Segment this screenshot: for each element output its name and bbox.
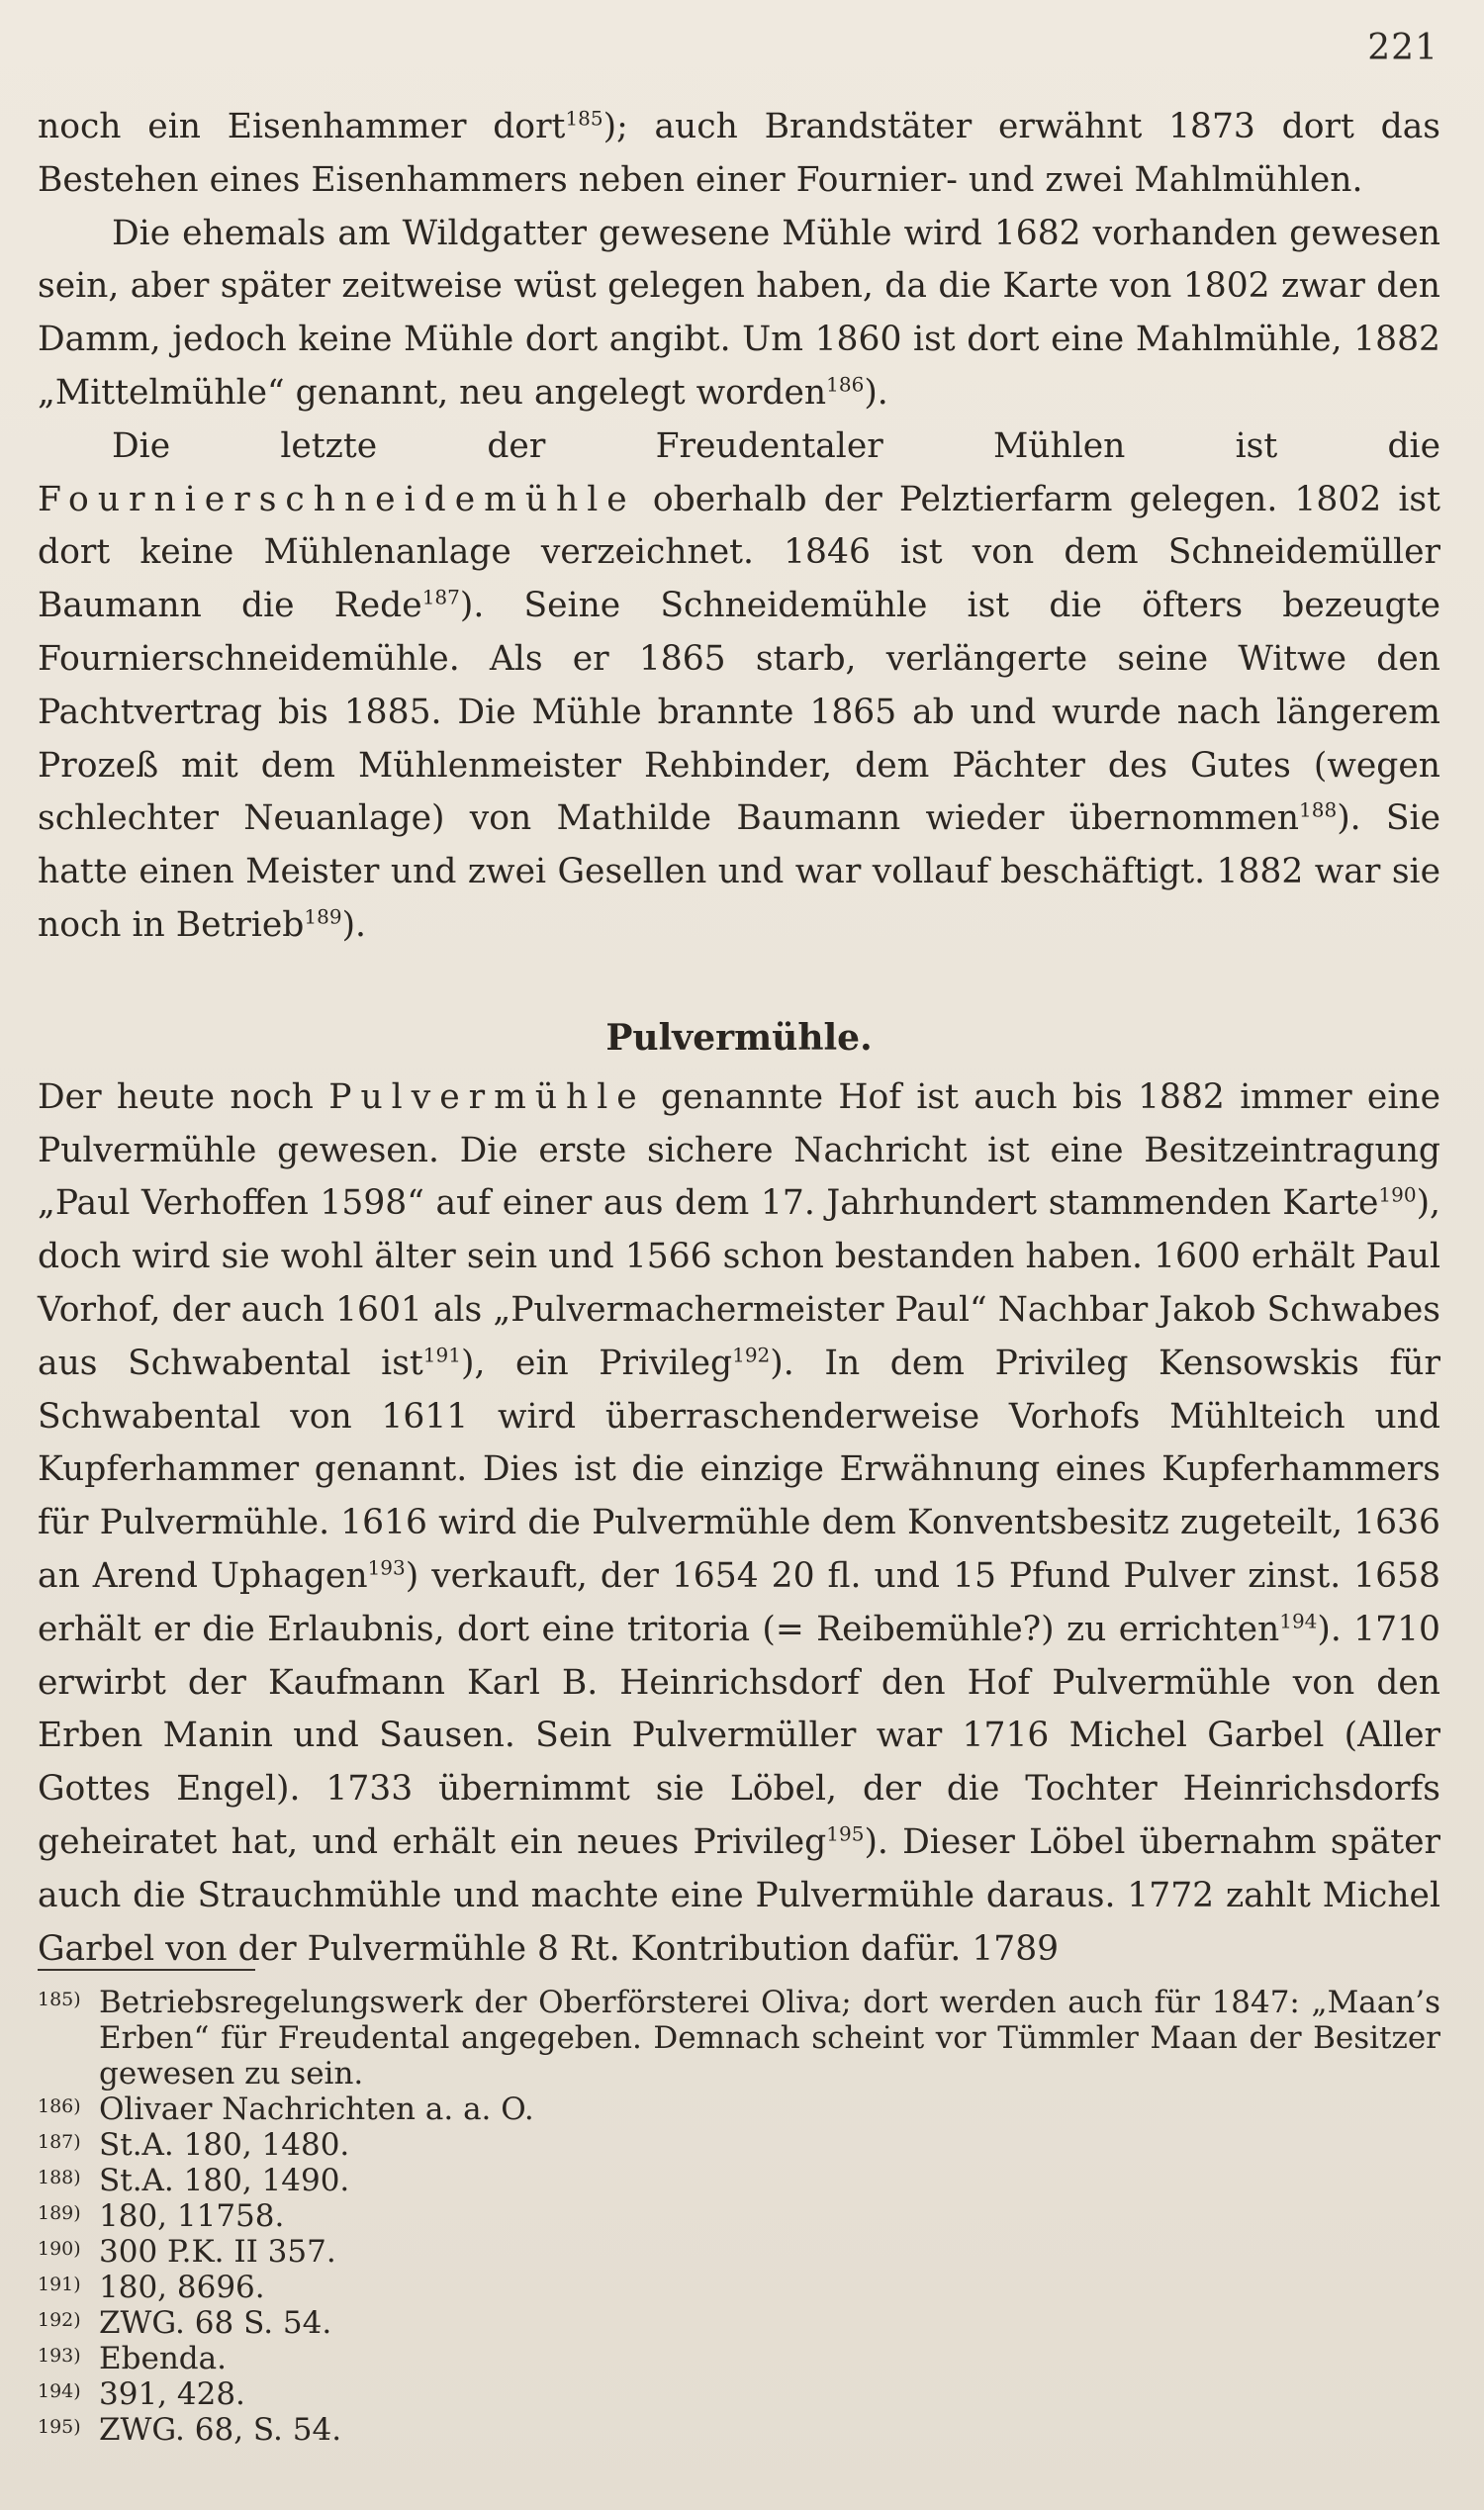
page-number: 221: [1367, 28, 1438, 68]
text-run: genannte Hof ist auch bis 1882 immer eine Pulvermühle gewesen. Die erste sichere Nachricht ist eine Besitzeintragung „Paul Verhoffen 1598“ auf einer aus dem 17. Jahrhundert stammenden Karte: [38, 1076, 1440, 1224]
section-paragraph: [38, 1071, 1440, 1977]
footnote-text: ZWG. 68 S. 54.: [99, 2305, 332, 2341]
text-run: ).: [864, 372, 888, 413]
text-run: ), doch wird sie wohl älter sein und 1566 schon bestanden haben. 1600 erhält Paul Vorhof, der auch 1601 als „Pulvermachermeister Paul“ Nachbar Jakob Schwabes aus Schwabental ist: [38, 1183, 1440, 1383]
footnote-ref: 190: [1378, 1182, 1417, 1207]
footnote-ref: 193: [367, 1555, 406, 1580]
footnote: [38, 2127, 1440, 2163]
text-run: Die letzte der Freudentaler Mühlen ist die: [112, 425, 1440, 466]
text-run: Die ehemals am Wildgatter gewesene Mühle wird 1682 vorhanden gewesen sein, aber später zeitweise wüst gelegen haben, da die Karte von 1802 zwar den Damm, jedoch keine Mühle dort angibt. Um 1860 ist dort eine Mahlmühle, 1882 „Mittelmühle“ genannt, neu angelegt worden: [38, 213, 1440, 413]
footnote-ref: 187: [421, 585, 460, 609]
footnote: [38, 1985, 1440, 2092]
footnote: [38, 2376, 1440, 2412]
footnote-number: 194): [38, 2380, 81, 2402]
paragraph: [38, 420, 1440, 953]
footnote-number: 185): [38, 1989, 81, 2010]
footnote-text: 180, 8696.: [99, 2270, 265, 2305]
footnote-text: Olivaer Nachrichten a. a. O.: [99, 2092, 534, 2127]
footnote-text: Betriebsregelungswerk der Oberförsterei Oliva; dort werden auch für 1847: „Maan’s Erben“ für Freudental angegeben. Demnach scheint vor Tümmler Maan der Besitzer gewesen zu sein.: [99, 1985, 1440, 2092]
section-heading: Pulvermühle.: [605, 1016, 873, 1059]
footnote-number: 188): [38, 2167, 81, 2188]
footnote: [38, 2270, 1440, 2305]
footnote-ref: 195: [826, 1821, 865, 1846]
footnote-text: St.A. 180, 1490.: [99, 2163, 350, 2198]
footnote: [38, 2163, 1440, 2198]
text-run: ).: [341, 904, 367, 945]
footnote: [38, 2305, 1440, 2341]
footnote-ref: 189: [304, 904, 342, 929]
text-run: Der heute noch: [38, 1076, 329, 1117]
footnote-number: 191): [38, 2274, 81, 2295]
main-text: [38, 101, 1440, 1976]
footnote-number: 192): [38, 2309, 81, 2331]
paragraph: [38, 208, 1440, 420]
footnote-divider: [38, 1969, 255, 1971]
footnote-text: ZWG. 68, S. 54.: [99, 2412, 342, 2448]
footnote-text: 180, 11758.: [99, 2198, 285, 2234]
footnote-ref: 194: [1279, 1609, 1318, 1633]
footnote-ref: 185: [565, 106, 603, 131]
text-run: ). In dem Privileg Kensowskis für Schwabental von 1611 wird überraschenderweise Vorhofs Mühlteich und Kupferhammer genannt. Dies ist die einzige Erwähnung eines Kupferhammers für Pulvermühle. 1616 wird die Pulvermühle dem Konventsbesitz zugeteilt, 1636 an Arend Uphagen: [38, 1343, 1440, 1596]
footnote-ref: 192: [732, 1343, 771, 1367]
footnote-ref: 188: [1299, 797, 1338, 822]
footnote-ref: 191: [422, 1343, 461, 1367]
footnote-text: 391, 428.: [99, 2376, 245, 2412]
footnote-text: 300 P.K. II 357.: [99, 2234, 336, 2270]
footnote-text: Ebenda.: [99, 2341, 227, 2376]
emphasized-term: Fournierschneidemühle: [38, 479, 636, 519]
footnote-number: 186): [38, 2095, 81, 2117]
footnote-text: St.A. 180, 1480.: [99, 2127, 350, 2163]
text-run: oberhalb der Pelztierfarm gelegen. 1802 ist dort keine Mühlenanlage verzeichnet. 1846 ist von dem Schneidemüller Baumann die Rede: [38, 479, 1440, 626]
footnote-number: 193): [38, 2345, 81, 2367]
footnote-number: 187): [38, 2131, 81, 2153]
text-run: ). Sie hatte einen Meister und zwei Gesellen und war vollauf beschäftigt. 1882 war sie noch in Betrieb: [38, 798, 1440, 945]
text-run: ) verkauft, der 1654 20 fl. und 15 Pfund Pulver zinst. 1658 erhält er die Erlaubnis, dort eine tritoria (= Reibemühle?) zu errichten: [38, 1555, 1440, 1649]
text-run: ). Seine Schneidemühle ist die öfters bezeugte Fournierschneidemühle. Als er 1865 starb, verlängerte seine Witwe den Pachtvertrag bis 1885. Die Mühle brannte 1865 ab und wurde nach längerem Prozeß mit dem Mühlenmeister Rehbinder, dem Pächter des Gutes (wegen schlechter Neuanlage) von Mathilde Baumann wieder übernommen: [38, 586, 1440, 839]
text-run: noch ein Eisenhammer dort: [38, 107, 566, 146]
text-run: ). 1710 erwirbt der Kaufmann Karl B. Heinrichsdorf den Hof Pulvermühle von den Erben Manin und Sausen. Sein Pulvermüller war 1716 Michel Garbel (Aller Gottes Engel). 1733 übernimmt sie Löbel, der die Tochter Heinrichsdorfs geheiratet hat, und erhält ein neues Privileg: [38, 1609, 1440, 1862]
footnote-ref: 186: [826, 372, 865, 397]
emphasized-term: Pulvermühle: [328, 1076, 646, 1117]
footnote: [38, 2412, 1440, 2448]
text-run: ); auch Brandstäter erwähnt 1873 dort das Bestehen eines Eisenhammers neben einer Fournier- und zwei Mahlmühlen.: [38, 107, 1440, 200]
footnote: [38, 2092, 1440, 2127]
footnote: [38, 2234, 1440, 2270]
footnote: [38, 2341, 1440, 2376]
footnote-number: 190): [38, 2238, 81, 2260]
text-run: ). Dieser Löbel übernahm später auch die Strauchmühle und machte eine Pulvermühle daraus. 1772 zahlt Michel Garbel von der Pulvermühle 8 Rt. Kontribution dafür. 1789: [38, 1821, 1440, 1969]
paragraph: [38, 101, 1440, 208]
text-run: ), ein Privileg: [460, 1343, 733, 1383]
footnote-number: 195): [38, 2416, 81, 2438]
footnotes: [38, 1985, 1440, 2448]
footnote-number: 189): [38, 2202, 81, 2224]
footnote: [38, 2198, 1440, 2234]
